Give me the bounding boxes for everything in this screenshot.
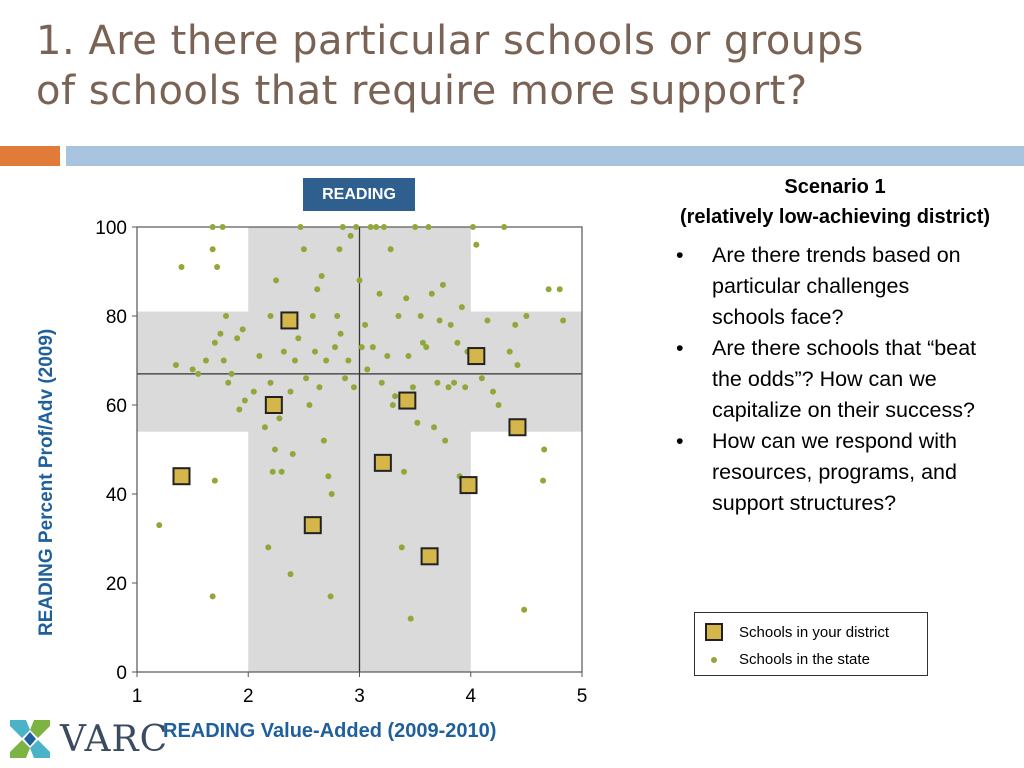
- x-tick-label: 1: [131, 686, 143, 707]
- district-school-point: [174, 468, 190, 484]
- state-school-point: [496, 402, 502, 408]
- state-school-point: [210, 593, 216, 599]
- varc-logo: [6, 716, 168, 762]
- accent-bar-orange: [0, 146, 60, 166]
- state-school-point: [338, 331, 344, 337]
- state-school-point: [437, 317, 443, 323]
- bullet-text: Are there trends based on particular challenges schools face?: [712, 243, 961, 329]
- state-school-point: [473, 242, 479, 248]
- district-school-point: [422, 548, 438, 564]
- state-school-point: [373, 224, 379, 230]
- y-tick-label: 100: [95, 218, 127, 239]
- state-school-point: [541, 447, 547, 453]
- state-school-point: [316, 384, 322, 390]
- state-school-point: [334, 313, 340, 319]
- state-school-point: [272, 447, 278, 453]
- state-school-point: [442, 438, 448, 444]
- state-school-point: [408, 616, 414, 622]
- state-school-point: [303, 375, 309, 381]
- bullet-text: Are there schools that “beat the odds”? How can we capitalize on their success?: [712, 336, 977, 422]
- state-school-point: [329, 491, 335, 497]
- state-school-point: [379, 380, 385, 386]
- state-school-point: [410, 384, 416, 390]
- state-school-point: [292, 358, 298, 364]
- state-school-point: [273, 277, 279, 283]
- state-school-point: [190, 366, 196, 372]
- scenario-title: Scenario 1: [784, 176, 886, 198]
- state-school-point: [234, 335, 240, 341]
- state-school-point: [470, 224, 476, 230]
- state-school-point: [229, 371, 235, 377]
- state-school-point: [173, 362, 179, 368]
- state-school-point: [395, 313, 401, 319]
- state-school-point: [203, 358, 209, 364]
- x-tick-label: 5: [576, 686, 588, 707]
- bullet-symbol: •: [676, 336, 684, 360]
- state-school-point: [325, 473, 331, 479]
- state-school-point: [268, 313, 274, 319]
- district-school-point: [461, 477, 477, 493]
- legend-entry-state: [695, 651, 870, 668]
- state-school-point: [236, 406, 242, 412]
- state-school-point: [434, 380, 440, 386]
- state-school-point: [290, 451, 296, 457]
- state-school-point: [546, 286, 552, 292]
- state-school-point: [336, 246, 342, 252]
- state-school-point: [399, 544, 405, 550]
- state-school-point: [306, 402, 312, 408]
- state-school-point: [359, 344, 365, 350]
- state-school-point: [512, 322, 518, 328]
- state-school-point: [223, 313, 229, 319]
- state-school-point: [323, 358, 329, 364]
- state-school-point: [390, 402, 396, 408]
- x-axis-label: READING Value-Added (2009-2010): [163, 720, 497, 742]
- accent-bar-blue: [66, 146, 1024, 166]
- state-school-point: [288, 571, 294, 577]
- varc-logo-icon: [6, 716, 54, 762]
- state-school-point: [298, 224, 304, 230]
- state-school-point: [262, 424, 268, 430]
- x-tick-label: 3: [354, 686, 365, 707]
- state-school-point: [507, 349, 513, 355]
- state-school-point: [225, 380, 231, 386]
- state-school-point: [414, 420, 420, 426]
- state-school-point: [340, 224, 346, 230]
- state-school-point: [240, 326, 246, 332]
- state-school-point: [357, 277, 363, 283]
- x-tick-label: 2: [242, 686, 254, 707]
- state-school-point: [256, 353, 262, 359]
- state-school-point: [351, 384, 357, 390]
- state-school-point: [368, 224, 374, 230]
- state-school-point: [217, 331, 223, 337]
- state-school-point: [342, 375, 348, 381]
- state-school-point: [270, 469, 276, 475]
- state-school-point: [370, 344, 376, 350]
- bullet-text: How can we respond with resources, programs, and support structures?: [712, 429, 957, 515]
- state-school-point: [557, 286, 563, 292]
- chart-legend: [694, 612, 928, 676]
- state-school-point: [295, 335, 301, 341]
- district-school-point: [281, 312, 297, 328]
- state-school-point: [490, 389, 496, 395]
- state-school-point: [423, 344, 429, 350]
- state-school-point: [221, 358, 227, 364]
- y-tick-label: 20: [105, 574, 127, 595]
- state-school-point: [319, 273, 325, 279]
- legend-label-state: Schools in the state: [739, 651, 870, 668]
- state-school-point: [388, 246, 394, 252]
- state-school-point: [301, 246, 307, 252]
- district-school-point: [509, 419, 525, 435]
- state-school-point: [451, 380, 457, 386]
- y-tick-label: 80: [105, 307, 127, 328]
- state-school-point: [392, 393, 398, 399]
- state-school-point: [514, 362, 520, 368]
- bullet-item: [672, 426, 982, 519]
- bullet-symbol: •: [676, 429, 684, 453]
- state-school-point: [251, 389, 257, 395]
- slide-title-line-2: of schools that require more support?: [36, 68, 808, 114]
- state-school-point: [459, 304, 465, 310]
- legend-entry-district: [695, 623, 889, 641]
- state-school-point: [412, 224, 418, 230]
- x-tick-label: 4: [465, 686, 477, 707]
- y-tick-label: 0: [116, 663, 127, 684]
- bullet-list: [672, 240, 982, 519]
- state-school-point: [364, 366, 370, 372]
- state-school-point: [281, 349, 287, 355]
- state-school-point: [332, 344, 338, 350]
- state-school-point: [220, 224, 226, 230]
- state-school-point: [448, 322, 454, 328]
- reading-badge: READING: [303, 178, 415, 211]
- state-school-point: [195, 371, 201, 377]
- state-school-point: [328, 593, 334, 599]
- state-school-point: [401, 469, 407, 475]
- district-school-point: [375, 455, 391, 471]
- state-school-point: [381, 224, 387, 230]
- state-school-point: [521, 607, 527, 613]
- state-school-point: [462, 384, 468, 390]
- slide-title: [36, 16, 996, 116]
- state-school-point: [276, 415, 282, 421]
- state-school-point: [265, 544, 271, 550]
- state-school-point: [321, 438, 327, 444]
- state-school-point: [431, 424, 437, 430]
- slide-title-line-1: 1. Are there particular schools or groups: [36, 18, 864, 64]
- state-school-point: [288, 389, 294, 395]
- state-school-point: [418, 313, 424, 319]
- state-school-point: [179, 264, 185, 270]
- state-school-point: [440, 282, 446, 288]
- state-school-point: [540, 478, 546, 484]
- legend-label-district: Schools in your district: [739, 623, 890, 641]
- state-school-point: [310, 313, 316, 319]
- district-school-point: [305, 517, 321, 533]
- state-school-point: [348, 233, 354, 239]
- state-dot-icon: [711, 657, 717, 663]
- state-school-point: [405, 353, 411, 359]
- bullet-item: [672, 333, 982, 426]
- state-school-point: [214, 264, 220, 270]
- state-school-point: [312, 349, 318, 355]
- bullet-symbol: •: [676, 243, 684, 267]
- state-school-point: [484, 317, 490, 323]
- scatter-chart: [0, 170, 600, 720]
- state-school-point: [362, 322, 368, 328]
- y-tick-label: 60: [105, 396, 127, 417]
- state-school-point: [523, 313, 529, 319]
- scenario-heading: [620, 172, 1024, 232]
- district-square-icon: [705, 623, 723, 641]
- state-school-point: [501, 224, 507, 230]
- district-school-point: [266, 397, 282, 413]
- state-school-point: [446, 384, 452, 390]
- y-axis-label: READING Percent Prof/Adv (2009): [36, 328, 57, 636]
- district-school-point: [399, 393, 415, 409]
- state-school-point: [454, 340, 460, 346]
- state-school-point: [429, 291, 435, 297]
- state-school-point: [242, 398, 248, 404]
- state-school-point: [384, 353, 390, 359]
- state-school-point: [210, 224, 216, 230]
- state-school-point: [345, 358, 351, 364]
- state-school-point: [212, 340, 218, 346]
- state-school-point: [156, 522, 162, 528]
- state-school-point: [314, 286, 320, 292]
- state-school-point: [210, 246, 216, 252]
- bullet-item: [672, 240, 982, 333]
- state-school-point: [353, 224, 359, 230]
- state-school-point: [560, 317, 566, 323]
- state-school-point: [403, 295, 409, 301]
- logo-text: VARC: [60, 718, 169, 760]
- state-school-point: [425, 224, 431, 230]
- scenario-subtitle: (relatively low-achieving district): [679, 206, 991, 228]
- state-school-point: [212, 478, 218, 484]
- state-school-point: [479, 375, 485, 381]
- state-school-point: [279, 469, 285, 475]
- state-school-point: [377, 291, 383, 297]
- district-school-point: [468, 348, 484, 364]
- y-tick-label: 40: [105, 485, 127, 506]
- state-school-point: [268, 380, 274, 386]
